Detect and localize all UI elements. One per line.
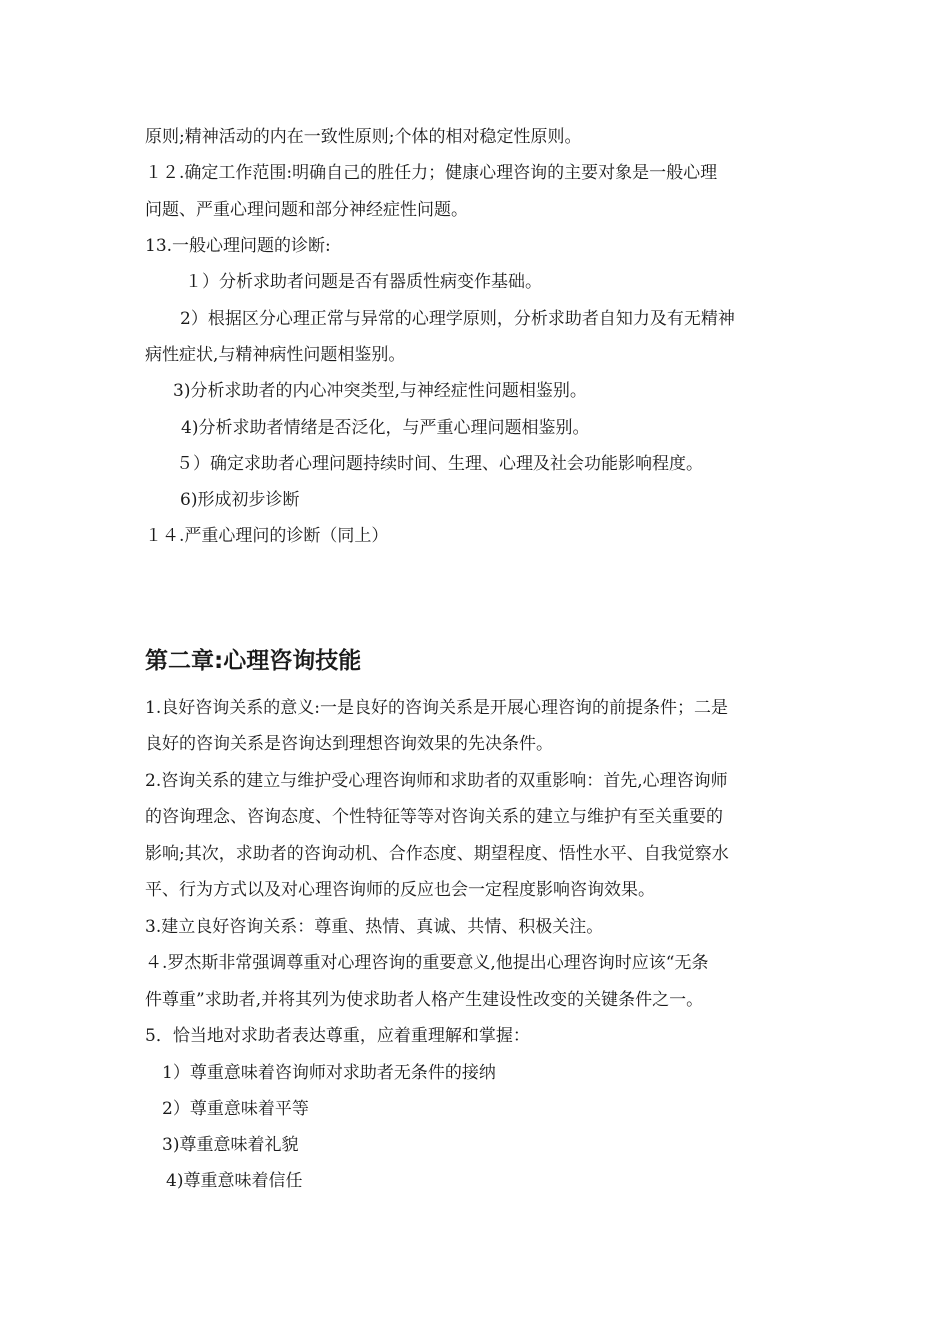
- paragraph-line: 问题、严重心理问题和部分神经症性问题。: [145, 200, 468, 220]
- paragraph-line: 病性症状,与精神病性问题相鉴别。: [145, 345, 406, 365]
- list-item: 1）尊重意味着咨询师对求助者无条件的接纳: [162, 1063, 496, 1083]
- list-item: 2）尊重意味着平等: [162, 1099, 309, 1119]
- paragraph-line: １４.严重心理问的诊断（同上）: [145, 526, 389, 546]
- list-item: １）分析求助者问题是否有器质性病变作基础。: [185, 272, 542, 292]
- paragraph-line: 影响;其次，求助者的咨询动机、合作态度、期望程度、悟性水平、自我觉察水: [145, 844, 729, 864]
- paragraph-line: 的咨询理念、咨询态度、个性特征等等对咨询关系的建立与维护有至关重要的: [145, 807, 723, 827]
- paragraph-line: 件尊重”求助者,并将其列为使求助者人格产生建设性改变的关键条件之一。: [145, 990, 704, 1010]
- paragraph-line: 1.良好咨询关系的意义:一是良好的咨询关系是开展心理咨询的前提条件；二是: [145, 698, 728, 718]
- list-item: 3)分析求助者的内心冲突类型,与神经症性问题相鉴别。: [173, 381, 587, 401]
- paragraph-line: 原则;精神活动的内在一致性原则;个体的相对稳定性原则。: [145, 127, 582, 147]
- paragraph-line: 5．恰当地对求助者表达尊重，应着重理解和掌握：: [145, 1026, 530, 1046]
- list-item: 6)形成初步诊断: [180, 490, 300, 510]
- paragraph-line: １２.确定工作范围:明确自己的胜任力；健康心理咨询的主要对象是一般心理: [145, 163, 718, 183]
- list-item: 3)尊重意味着礼貌: [162, 1135, 299, 1155]
- list-item: 2）根据区分心理正常与异常的心理学原则，分析求助者自知力及有无精神: [180, 309, 735, 329]
- paragraph-line: 2.咨询关系的建立与维护受心理咨询师和求助者的双重影响：首先,心理咨询师: [145, 771, 728, 791]
- paragraph-line: ４.罗杰斯非常强调尊重对心理咨询的重要意义,他提出心理咨询时应该“无条: [145, 953, 709, 973]
- list-item: 4)尊重意味着信任: [166, 1171, 303, 1191]
- paragraph-line: 13.一般心理问题的诊断:: [145, 236, 331, 256]
- paragraph-line: 3.建立良好咨询关系：尊重、热情、真诚、共情、积极关注。: [145, 917, 604, 937]
- list-item: 4)分析求助者情绪是否泛化，与严重心理问题相鉴别。: [181, 418, 590, 438]
- paragraph-line: 平、行为方式以及对心理咨询师的反应也会一定程度影响咨询效果。: [145, 880, 655, 900]
- list-item: ５）确定求助者心理问题持续时间、生理、心理及社会功能影响程度。: [176, 454, 703, 474]
- chapter-heading: 第二章:心理咨询技能: [145, 648, 362, 674]
- paragraph-line: 良好的咨询关系是咨询达到理想咨询效果的先决条件。: [145, 734, 553, 754]
